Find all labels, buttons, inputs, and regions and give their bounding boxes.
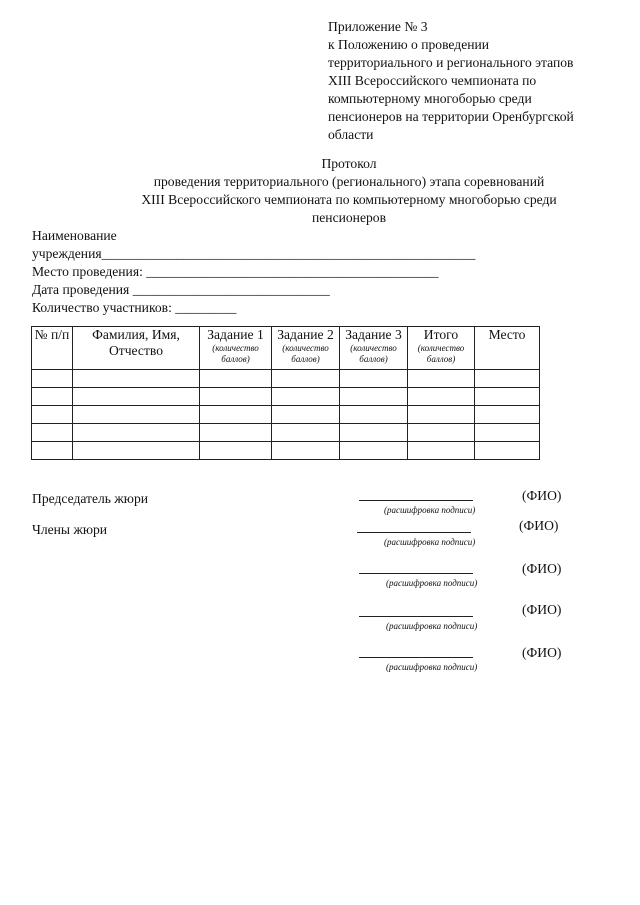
date-row bbox=[32, 281, 475, 299]
table-row bbox=[32, 370, 540, 388]
place-line[interactable]: ___________________________________________ bbox=[146, 264, 439, 279]
table-cell[interactable] bbox=[272, 388, 340, 406]
header-num-text: № п/п bbox=[34, 327, 70, 342]
title-line: Протокол bbox=[321, 156, 377, 171]
header-task2-sub: (количество баллов) bbox=[282, 343, 329, 364]
table-cell[interactable] bbox=[272, 442, 340, 460]
header-name-text: Фамилия, Имя, Отчество bbox=[92, 327, 180, 358]
member4-signature-line[interactable] bbox=[359, 657, 473, 658]
table-cell[interactable] bbox=[340, 388, 408, 406]
appendix-line: компьютерному многоборью среди bbox=[328, 91, 532, 106]
header-place bbox=[475, 327, 540, 370]
table-row bbox=[32, 442, 540, 460]
header-task3-text: Задание 3 bbox=[345, 327, 402, 342]
table-header-row bbox=[32, 327, 540, 370]
place-label: Место проведения: bbox=[32, 264, 147, 279]
header-total bbox=[408, 327, 475, 370]
table-cell[interactable] bbox=[340, 370, 408, 388]
date-label: Дата проведения bbox=[32, 282, 133, 297]
document-title bbox=[0, 155, 640, 227]
header-task3 bbox=[340, 327, 408, 370]
header-total-sub: (количество баллов) bbox=[417, 343, 465, 364]
appendix-line: Приложение № 3 bbox=[328, 19, 428, 34]
member2-signature-line[interactable] bbox=[359, 573, 473, 574]
member4-fio: (ФИО) bbox=[522, 645, 562, 660]
table-row bbox=[32, 388, 540, 406]
chairman-fio: (ФИО) bbox=[522, 488, 562, 503]
header-num bbox=[32, 327, 73, 370]
results-table bbox=[31, 326, 540, 460]
table-cell[interactable] bbox=[340, 442, 408, 460]
table-cell[interactable] bbox=[272, 406, 340, 424]
table-cell[interactable] bbox=[32, 442, 73, 460]
table-cell[interactable] bbox=[475, 370, 540, 388]
institution-label-cont: учреждения bbox=[32, 246, 102, 261]
table-cell[interactable] bbox=[32, 388, 73, 406]
table-row bbox=[32, 406, 540, 424]
appendix-line: территориального и регионального этапов bbox=[328, 55, 574, 70]
chairman-label: Председатель жюри bbox=[32, 491, 149, 506]
table-cell[interactable] bbox=[475, 388, 540, 406]
member2-fio: (ФИО) bbox=[522, 561, 562, 576]
title-line: пенсионеров bbox=[311, 210, 386, 225]
table-cell[interactable] bbox=[200, 370, 272, 388]
header-task1 bbox=[200, 327, 272, 370]
header-task3-sub: (количество баллов) bbox=[350, 343, 397, 364]
chairman-signature-line[interactable] bbox=[359, 500, 473, 501]
table-cell[interactable] bbox=[73, 424, 200, 442]
member4-caption: (расшифровка подписи) bbox=[386, 662, 478, 672]
header-task2 bbox=[272, 327, 340, 370]
table-cell[interactable] bbox=[200, 442, 272, 460]
institution-line[interactable]: _______________________________________________________ bbox=[101, 246, 476, 261]
appendix-line: к Положению о проведении bbox=[328, 37, 490, 52]
member3-signature-line[interactable] bbox=[359, 616, 473, 617]
member1-signature-line[interactable] bbox=[357, 532, 471, 533]
place-row bbox=[32, 263, 475, 281]
table-cell[interactable] bbox=[73, 388, 200, 406]
institution-row bbox=[32, 245, 475, 263]
table-cell[interactable] bbox=[408, 442, 475, 460]
table-cell[interactable] bbox=[475, 406, 540, 424]
table-cell[interactable] bbox=[408, 424, 475, 442]
title-line: проведения территориального (регионального) этапа соревнований bbox=[153, 174, 545, 189]
table-cell[interactable] bbox=[475, 442, 540, 460]
header-total-text: Итого bbox=[423, 327, 459, 342]
member1-fio: (ФИО) bbox=[519, 518, 559, 533]
table-cell[interactable] bbox=[408, 370, 475, 388]
header-place-text: Место bbox=[488, 327, 526, 342]
chairman-caption: (расшифровка подписи) bbox=[384, 505, 476, 515]
institution-label: Наименование bbox=[32, 228, 117, 243]
table-row bbox=[32, 424, 540, 442]
table-cell[interactable] bbox=[340, 424, 408, 442]
date-line[interactable]: _____________________________ bbox=[132, 282, 330, 297]
member3-fio: (ФИО) bbox=[522, 602, 562, 617]
table-cell[interactable] bbox=[340, 406, 408, 424]
table-cell[interactable] bbox=[32, 406, 73, 424]
member1-caption: (расшифровка подписи) bbox=[384, 537, 476, 547]
info-fields bbox=[32, 227, 475, 317]
count-line[interactable]: _________ bbox=[175, 300, 237, 315]
table-cell[interactable] bbox=[408, 388, 475, 406]
table-cell[interactable] bbox=[272, 370, 340, 388]
title-line: XIII Всероссийского чемпионата по компьютерному многоборью среди bbox=[141, 192, 557, 207]
header-task1-sub: (количество баллов) bbox=[212, 343, 259, 364]
table-cell[interactable] bbox=[272, 424, 340, 442]
count-label: Количество участников: bbox=[32, 300, 176, 315]
appendix-line: области bbox=[328, 127, 374, 142]
table-cell[interactable] bbox=[475, 424, 540, 442]
table-cell[interactable] bbox=[200, 424, 272, 442]
appendix-line: XIII Всероссийского чемпионата по bbox=[328, 73, 537, 88]
header-task1-text: Задание 1 bbox=[207, 327, 264, 342]
table-cell[interactable] bbox=[32, 424, 73, 442]
table-cell[interactable] bbox=[200, 406, 272, 424]
count-row bbox=[32, 299, 475, 317]
table-cell[interactable] bbox=[73, 442, 200, 460]
members-label: Члены жюри bbox=[32, 522, 108, 537]
appendix-note bbox=[328, 18, 618, 144]
table-cell[interactable] bbox=[32, 370, 73, 388]
table-cell[interactable] bbox=[73, 406, 200, 424]
member3-caption: (расшифровка подписи) bbox=[386, 621, 478, 631]
header-name bbox=[73, 327, 200, 370]
table-cell[interactable] bbox=[408, 406, 475, 424]
appendix-line: пенсионеров на территории Оренбургской bbox=[328, 109, 574, 124]
table-cell[interactable] bbox=[73, 370, 200, 388]
member2-caption: (расшифровка подписи) bbox=[386, 578, 478, 588]
table-cell[interactable] bbox=[200, 388, 272, 406]
header-task2-text: Задание 2 bbox=[277, 327, 334, 342]
